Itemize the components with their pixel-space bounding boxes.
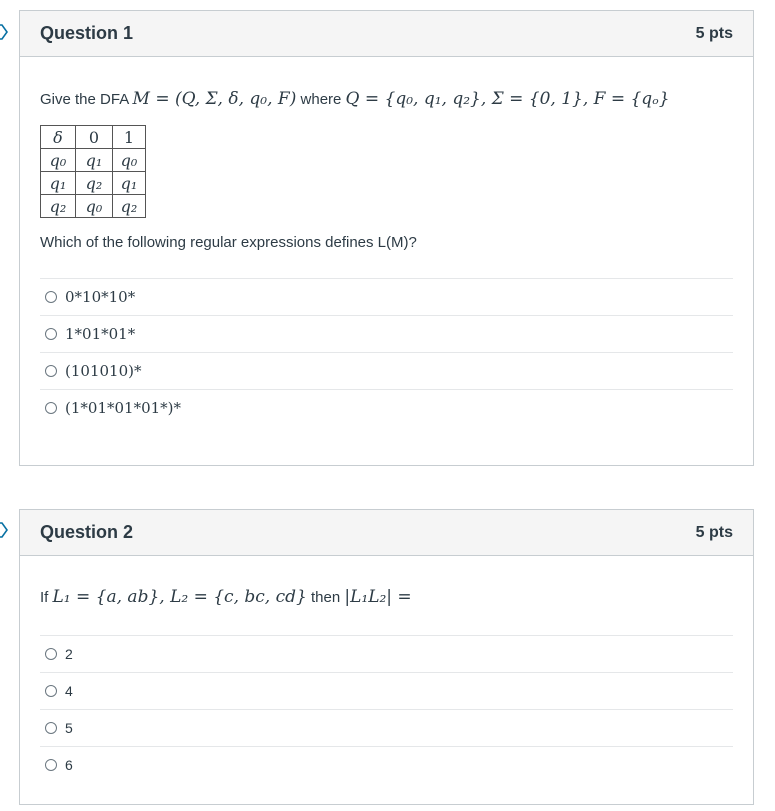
answer-label: 6	[65, 757, 73, 773]
question-2-set-definitions: L₁ = {a, ab}, L₂ = {c, bc, cd}	[52, 587, 307, 607]
dfa-header-0: 0	[76, 126, 113, 149]
answer-label: 0*10*10*	[65, 288, 136, 306]
question-1-stem-where: where	[300, 91, 342, 108]
dfa-cell: q₁	[41, 172, 76, 195]
question-2-stem	[40, 586, 733, 609]
answer-option-1[interactable]	[40, 635, 733, 672]
answer-label: (101010)*	[65, 362, 142, 380]
question-1-points: 5 pts	[695, 24, 733, 42]
dfa-header-1: 1	[113, 126, 146, 149]
dfa-cell: q₀	[113, 149, 146, 172]
question-1-dfa-definition: M = (Q, Σ, δ, q₀, F)	[132, 89, 297, 109]
dfa-table-row	[41, 195, 146, 218]
answer-option-2[interactable]	[40, 672, 733, 709]
question-2-stem-then: then	[310, 589, 341, 606]
radio-button[interactable]	[45, 648, 57, 660]
question-2-card	[19, 509, 754, 805]
radio-button[interactable]	[45, 402, 57, 414]
answer-label: 4	[65, 683, 73, 699]
dfa-table-header-row	[41, 126, 146, 149]
question-1-prompt: Which of the following regular expressions defines L(M)?	[40, 234, 417, 251]
dfa-cell: q₁	[113, 172, 146, 195]
question-1-header	[20, 11, 753, 57]
dfa-table-row	[41, 172, 146, 195]
answer-label: 1*01*01*	[65, 325, 136, 343]
dfa-table-row	[41, 149, 146, 172]
question-2-points: 5 pts	[695, 523, 733, 541]
dfa-transition-table	[40, 125, 146, 218]
radio-button[interactable]	[45, 365, 57, 377]
dfa-cell: q₁	[76, 149, 113, 172]
question-1-set-definitions: Q = {q₀, q₁, q₂}, Σ = {0, 1}, F = {qₒ}	[345, 89, 670, 109]
question-1-stem-intro: Give the DFA	[40, 91, 129, 108]
radio-button[interactable]	[45, 685, 57, 697]
answer-label: (1*01*01*01*)*	[65, 399, 182, 417]
question-2-answer-list	[40, 635, 733, 783]
radio-button[interactable]	[45, 722, 57, 734]
dfa-cell: q₀	[76, 195, 113, 218]
answer-option-2[interactable]	[40, 315, 733, 352]
dfa-cell: q₂	[76, 172, 113, 195]
question-1-card	[19, 10, 754, 466]
answer-option-4[interactable]	[40, 746, 733, 783]
question-1-answer-list	[40, 278, 733, 426]
dfa-cell: q₂	[41, 195, 76, 218]
answer-label: 5	[65, 720, 73, 736]
radio-button[interactable]	[45, 291, 57, 303]
question-2-header	[20, 510, 753, 556]
question-1-stem	[40, 88, 733, 111]
answer-label: 2	[65, 646, 73, 662]
question-2-marker-icon	[0, 522, 8, 538]
question-1-title: Question 1	[40, 23, 134, 43]
dfa-cell: q₂	[113, 195, 146, 218]
dfa-cell: q₀	[41, 149, 76, 172]
question-2-title: Question 2	[40, 522, 134, 542]
question-2-stem-if: If	[40, 589, 49, 606]
radio-button[interactable]	[45, 759, 57, 771]
answer-option-3[interactable]	[40, 709, 733, 746]
dfa-header-delta: δ	[41, 126, 76, 149]
radio-button[interactable]	[45, 328, 57, 340]
question-2-expression: |L₁L₂| =	[344, 587, 412, 607]
answer-option-4[interactable]	[40, 389, 733, 426]
answer-option-1[interactable]	[40, 278, 733, 315]
answer-option-3[interactable]	[40, 352, 733, 389]
question-1-marker-icon	[0, 24, 8, 40]
